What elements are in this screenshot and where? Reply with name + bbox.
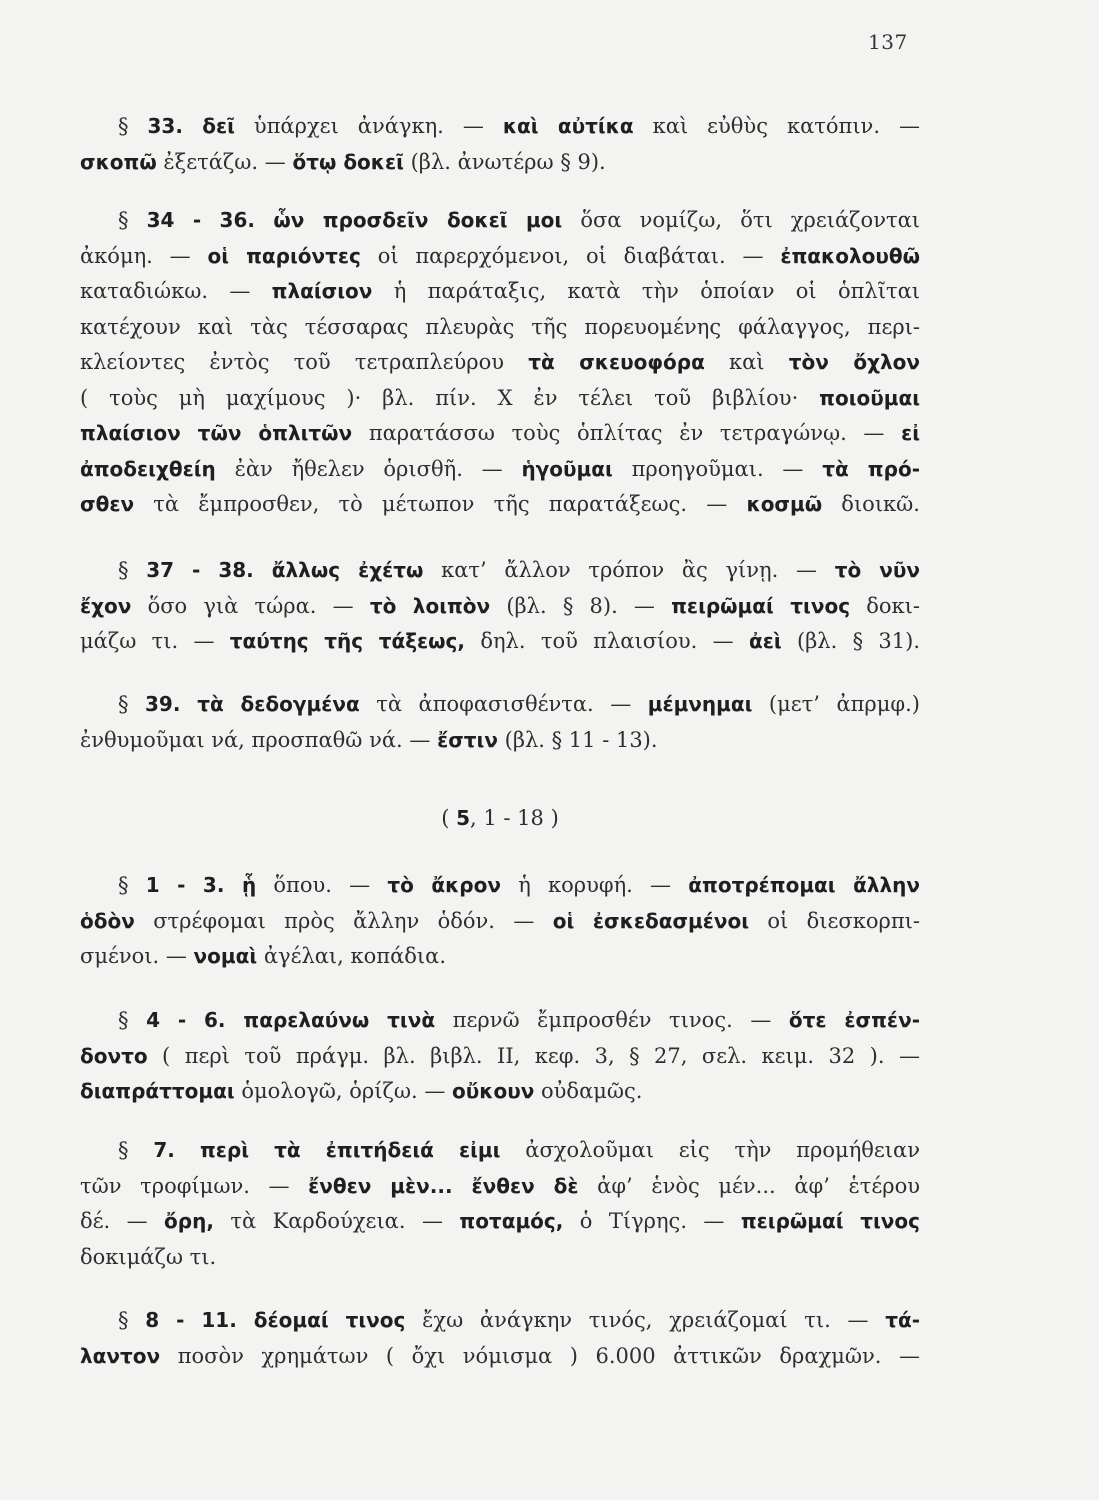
gloss-text: ὁ Τίγρης. — (563, 1209, 741, 1233)
headword: καὶ αὐτίκα (502, 114, 634, 138)
gloss-text: ποσὸν χρημάτων ( ὄχι νόμισμα ) 6.000 ἀττικῶν δραχμῶν. — (160, 1343, 920, 1368)
entry-section-1-3 (80, 868, 920, 975)
headword: μέμνημαι (647, 692, 753, 716)
headword: τὸ ἄκρον (387, 873, 501, 897)
headword: τὰ σκευοφόρα (528, 350, 705, 374)
entry-section-7 (80, 1133, 920, 1275)
headword: 8 - 11. δέομαί τινος (145, 1308, 406, 1332)
gloss-text: ἡ κορυφή. — (501, 873, 689, 897)
gloss-text: κλείοντες ἐντὸς τοῦ τετραπλεύρου (80, 350, 529, 374)
text-line (80, 1169, 920, 1205)
gloss-text: διοικῶ. (822, 492, 920, 516)
text-line (80, 589, 920, 625)
gloss-text: κατέχουν καὶ τὰς τέσσαρας πλευρὰς τῆς πορευομένης φάλαγγος, περι- (80, 314, 920, 339)
headword: πλαίσιον τῶν ὁπλιτῶν (80, 421, 353, 445)
text-line (80, 452, 920, 488)
gloss-text: § (118, 114, 148, 138)
headword: σθεν (80, 492, 135, 516)
text-line (80, 1204, 920, 1240)
gloss-text: ὑπάρχει ἀνάγκη. — (234, 114, 503, 138)
gloss-text: ( τοὺς μὴ μαχίμους )· βλ. πίν. X ἐν τέλει τοῦ βιβλίου· (80, 385, 820, 410)
gloss-text: ἀφ’ ἑνὸς μέν... ἀφ’ ἑτέρου (578, 1173, 921, 1198)
text-line (80, 939, 920, 975)
entry-section-37-38 (80, 553, 920, 660)
gloss-text: ἐξετάζω. — (156, 149, 293, 174)
headword: ἡγοῦμαι (521, 456, 613, 481)
text-line (80, 624, 920, 660)
gloss-text: ἡ παράταξις, κατὰ τὴν ὁποίαν οἱ ὁπλῖται (372, 279, 920, 303)
gloss-text: στρέφομαι πρὸς ἄλλην ὁδόν. — (134, 908, 553, 933)
gloss-text: οἱ διεσκορπι- (749, 908, 920, 933)
gloss-text: οἱ παρερχόμενοι, οἱ διαβάται. — (360, 243, 781, 268)
gloss-text: ἔχω ἀνάγκην τινός, χρειάζομαί τι. — (405, 1308, 886, 1332)
gloss-text: ὅπου. — (256, 873, 388, 897)
gloss-text: § (118, 1138, 154, 1162)
gloss-text: ( περὶ τοῦ πράγμ. βλ. βιβλ. II, κεφ. 3, § 27, σελ. κειμ. 32 ). — (147, 1043, 920, 1068)
gloss-text: ἀσχολοῦμαι εἰς τὴν προμήθειαν (500, 1138, 920, 1162)
headword: 5 (456, 806, 471, 830)
entry-section-33 (80, 109, 920, 180)
headword: τὰ πρό- (822, 456, 920, 481)
headword: ταύτης τῆς τάξεως, (229, 629, 466, 653)
gloss-text: (βλ. ἀνωτέρω § 9). (403, 149, 606, 174)
text-line (80, 1133, 920, 1169)
text-line (80, 310, 920, 346)
gloss-text: (βλ. § 31). (781, 629, 920, 653)
page-number: 137 (868, 30, 908, 54)
headword: ἔχον (80, 593, 132, 618)
headword: ὅτῳ δοκεῖ (292, 149, 404, 174)
gloss-text: ἐὰν ἤθελεν ὁρισθῆ. — (215, 456, 522, 481)
text-line (80, 145, 920, 181)
gloss-text: καὶ εὐθὺς κατόπιν. — (633, 114, 920, 138)
headword: ἔνθεν μὲν... ἔνθεν δὲ (308, 1173, 579, 1198)
headword: ποιοῦμαι (819, 385, 920, 410)
gloss-text: δοκι- (850, 593, 920, 618)
headword: ὅτε ἐσπέν- (788, 1008, 920, 1032)
headword: τὸν ὄχλον (788, 350, 920, 374)
gloss-text: προηγοῦμαι. — (612, 456, 823, 481)
gloss-text: κατ’ ἄλλον τρόπον ἂς γίνῃ. — (423, 558, 835, 582)
gloss-text: τὰ ἔμπροσθεν, τὸ μέτωπον τῆς παρατάξεως. — (134, 492, 747, 516)
text-line (80, 1003, 920, 1039)
gloss-text: ἀγέλαι, κοπάδια. (257, 944, 447, 968)
text-line (80, 1240, 920, 1276)
text-line (80, 1339, 920, 1375)
headword: πειρῶμαί τινος (671, 593, 851, 618)
text-line (80, 381, 920, 417)
headword: νομαὶ (193, 944, 258, 968)
text-line (80, 109, 920, 145)
gloss-text: § (118, 1308, 146, 1332)
gloss-text: τὰ ἀποφασισθέντα. — (359, 692, 648, 716)
headword: οὔκουν (452, 1079, 535, 1103)
gloss-text: τὰ Καρδούχεια. — (213, 1209, 460, 1233)
gloss-text: μάζω τι. — (80, 629, 230, 653)
gloss-text: καὶ (704, 350, 789, 374)
text-line (80, 868, 920, 904)
headword: 39. τὰ δεδογμένα (145, 692, 360, 716)
gloss-text: ἐνθυμοῦμαι νά, προσπαθῶ νά. — (80, 727, 438, 752)
entry-section-4-6 (80, 1003, 920, 1110)
headword: τὸ νῦν (834, 558, 921, 582)
headword: δοντο (80, 1043, 148, 1068)
section-heading (80, 801, 920, 837)
gloss-text: ἀκόμη. — (80, 243, 208, 268)
headword: ὄρη, (164, 1209, 214, 1233)
headword: ἀποδειχθείη (80, 456, 216, 481)
text-line (80, 723, 920, 759)
text-line (80, 239, 920, 275)
headword: ὁδὸν (80, 908, 135, 933)
headword: κοσμῶ (746, 492, 823, 516)
text-line (80, 904, 920, 940)
headword: 34 - 36. ὧν προσδεῖν δοκεῖ μοι (146, 208, 563, 232)
gloss-text: ὅσα νομίζω, ὅτι χρειάζονται (562, 208, 920, 232)
entry-section-39 (80, 687, 920, 758)
gloss-text: § (118, 692, 146, 716)
text-line (80, 553, 920, 589)
headword: διαπράττομαι (80, 1079, 235, 1103)
gloss-text: καταδιώκω. — (80, 279, 272, 303)
headword: τὸ λοιπὸν (369, 593, 491, 618)
headword: εἰ (901, 421, 920, 445)
gloss-text: δηλ. τοῦ πλαισίου. — (465, 629, 749, 653)
gloss-text: § (118, 1008, 147, 1032)
headword: πλαίσιον (271, 279, 373, 303)
gloss-text: (βλ. § 11 - 13). (497, 727, 658, 752)
gloss-text: παρατάσσω τοὺς ὁπλίτας ἐν τετραγώνῳ. — (352, 421, 902, 445)
headword: ἐπακολουθῶ (780, 243, 920, 268)
gloss-text: περνῶ ἔμπροσθέν τινος. — (435, 1008, 789, 1032)
gloss-text: τῶν τροφίμων. — (80, 1173, 309, 1198)
gloss-text: ( (441, 806, 457, 830)
text-line (80, 487, 920, 523)
headword: ἔστιν (437, 727, 498, 752)
headword: τά- (885, 1308, 920, 1332)
gloss-text: ὅσο γιὰ τώρα. — (131, 593, 370, 618)
gloss-text: § (118, 208, 147, 232)
headword: οἱ ἐσκεδασμένοι (552, 908, 750, 933)
text-line (80, 274, 920, 310)
text-line (80, 1074, 920, 1110)
gloss-text: (μετ’ ἀπρμφ.) (752, 692, 920, 716)
gloss-text: (βλ. § 8). — (490, 593, 672, 618)
headword: σκοπῶ (80, 149, 157, 174)
gloss-text: § (118, 558, 147, 582)
headword: οἱ παριόντες (207, 243, 361, 268)
text-line (80, 1039, 920, 1075)
text-line (80, 1303, 920, 1339)
entry-section-34-36 (80, 203, 920, 523)
headword: 33. δεῖ (147, 114, 235, 138)
headword: ἀεὶ (748, 629, 782, 653)
gloss-text: , 1 - 18 ) (470, 806, 559, 830)
text-line (80, 416, 920, 452)
headword: ἀποτρέπομαι ἄλλην (688, 873, 921, 897)
text-line (80, 203, 920, 239)
text-line (80, 345, 920, 381)
gloss-text: ὁμολογῶ, ὁρίζω. — (234, 1079, 453, 1103)
headword: 4 - 6. παρελαύνω τινὰ (146, 1008, 436, 1032)
text-line (80, 687, 920, 723)
headword: 7. περὶ τὰ ἐπιτήδειά εἰμι (153, 1138, 501, 1162)
headword: ποταμός, (459, 1209, 564, 1233)
headword: 1 - 3. ᾗ (145, 873, 257, 897)
entry-section-8-11 (80, 1303, 920, 1374)
text-line (80, 801, 920, 837)
gloss-text: οὐδαμῶς. (534, 1079, 643, 1103)
gloss-text: δοκιμάζω τι. (80, 1244, 217, 1269)
headword: πειρῶμαί τινος (740, 1209, 921, 1233)
gloss-text: δέ. — (80, 1209, 165, 1233)
gloss-text: σμένοι. — (80, 944, 194, 968)
headword: λαντον (80, 1343, 161, 1368)
headword: 37 - 38. ἄλλως ἐχέτω (146, 558, 424, 582)
gloss-text: § (118, 873, 146, 897)
